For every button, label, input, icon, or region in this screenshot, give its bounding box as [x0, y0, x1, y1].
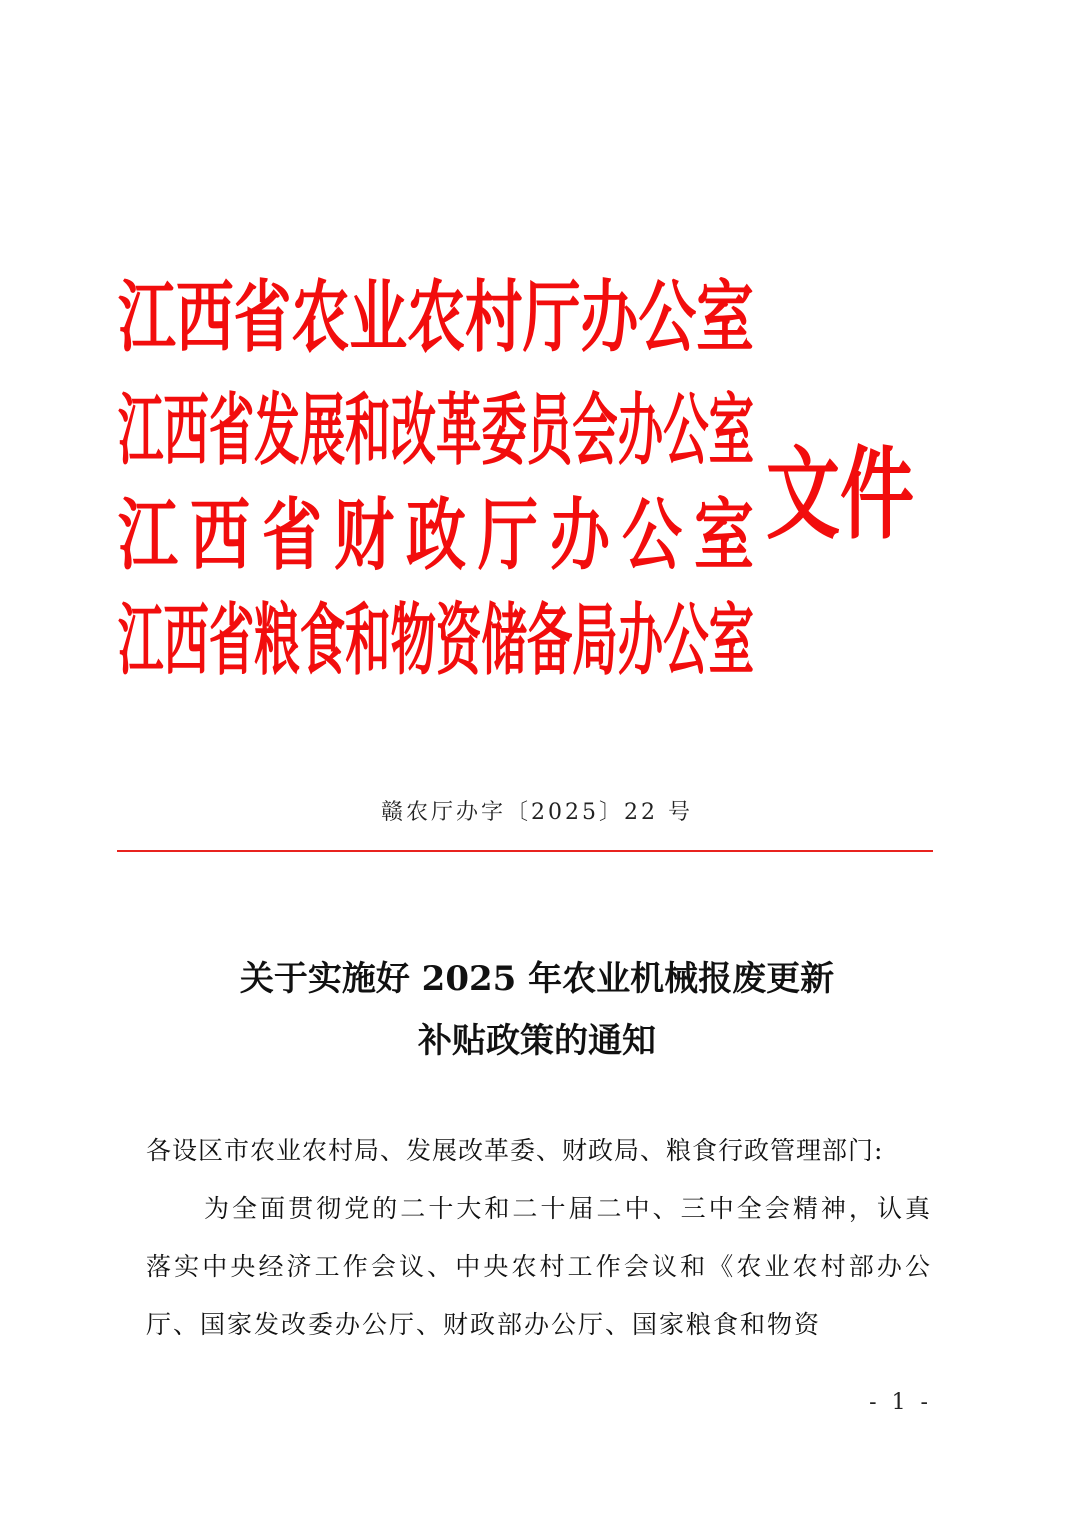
- red-separator-line: [117, 850, 933, 852]
- document-body: [146, 1122, 932, 1354]
- page-number: - 1 -: [869, 1390, 932, 1415]
- body-paragraph: 为全面贯彻党的二十大和二十届二中、三中全会精神，认真落实中央经济工作会议、中央农村工作会议和《农业农村部办公厅、国家发改委办公厅、财政部办公厅、国家粮食和物资: [146, 1194, 932, 1339]
- issuer-name: 江西省财政厅办公室: [118, 490, 766, 582]
- issuer-name: 江西省发展和改革委员会办公室: [118, 385, 754, 477]
- document-title: [0, 948, 1074, 1072]
- title-line: 关于实施好 2025 年农业机械报废更新: [239, 959, 835, 999]
- document-suffix: 文件: [766, 436, 914, 554]
- issuer-name: 江西省农业农村厅办公室: [118, 272, 754, 364]
- issuer-name: 江西省粮食和物资储备局办公室: [118, 595, 754, 687]
- document-number: 赣农厅办字〔2025〕22 号: [381, 800, 693, 825]
- salutation: 各设区市农业农村局、发展改革委、财政局、粮食行政管理部门:: [146, 1136, 884, 1165]
- issuer-block: [118, 272, 766, 687]
- title-line: 补贴政策的通知: [418, 1021, 656, 1061]
